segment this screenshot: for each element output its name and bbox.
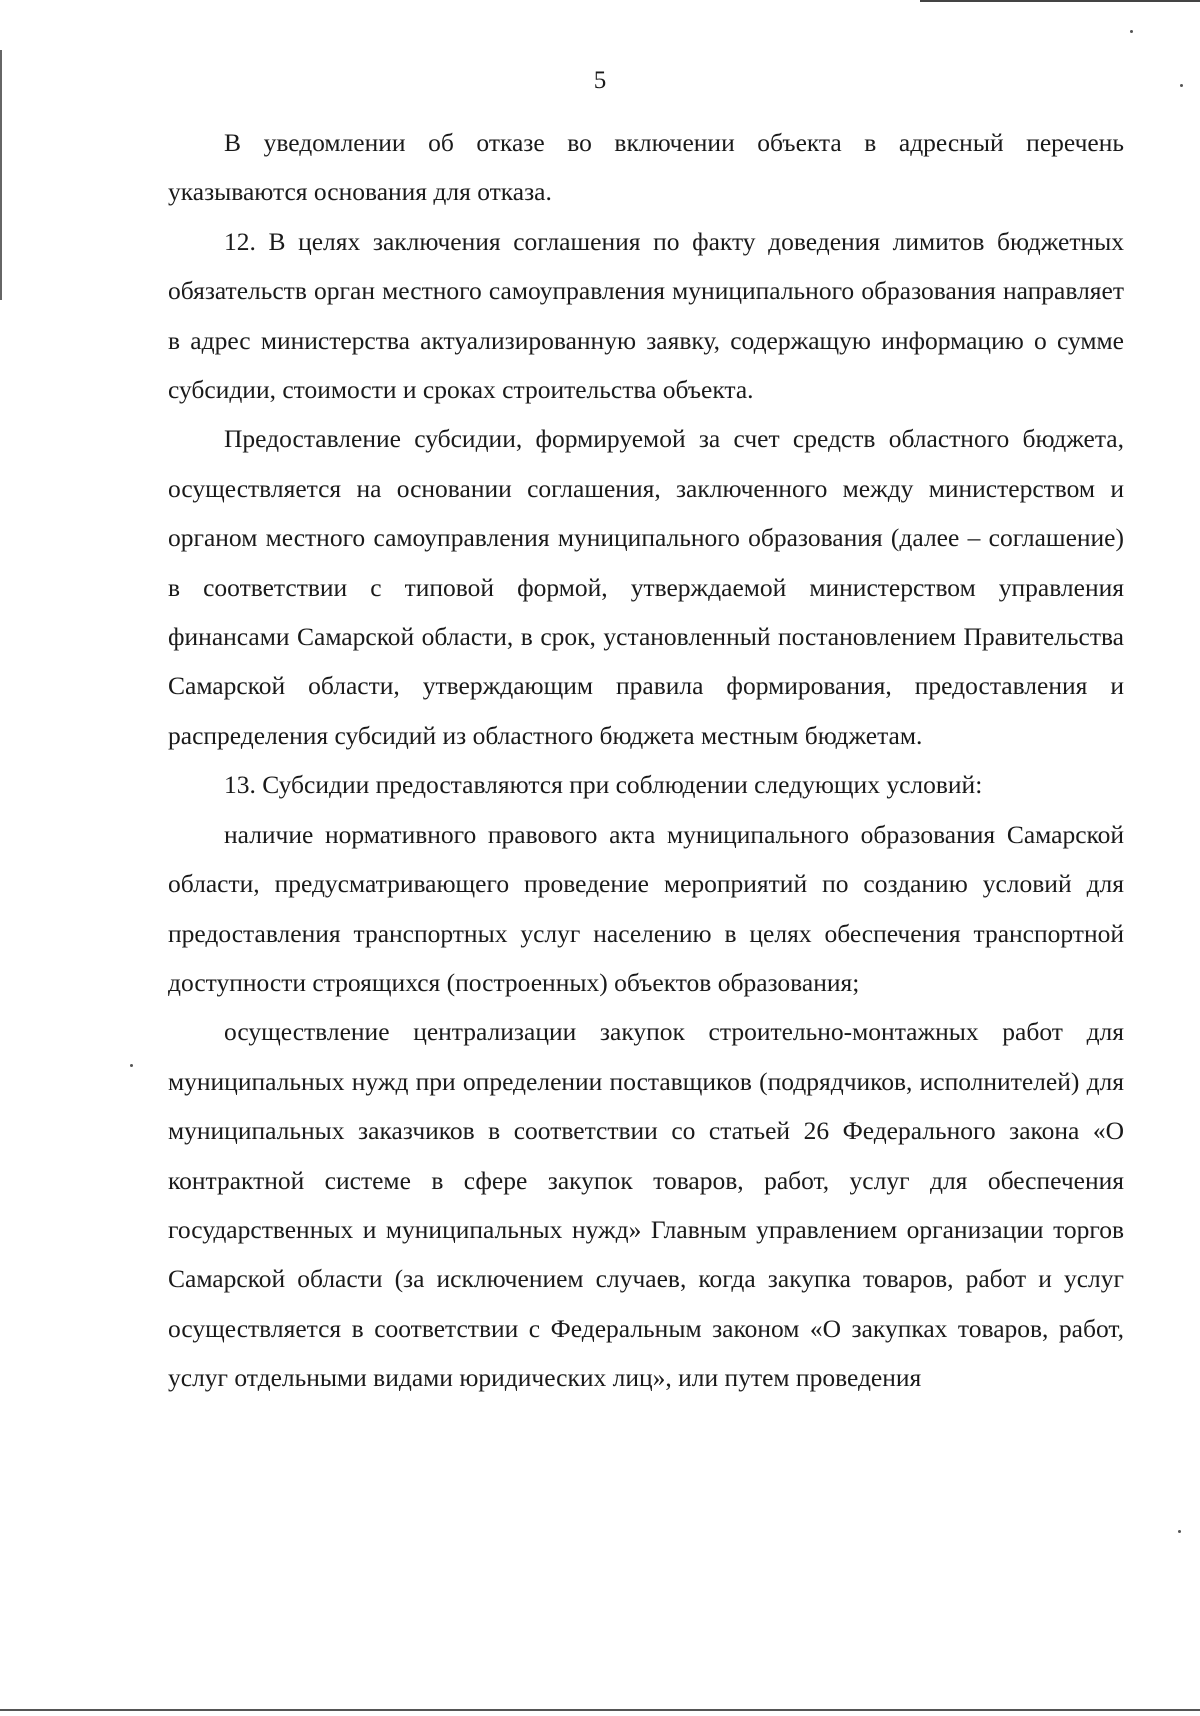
scan-speck <box>130 1064 133 1067</box>
page-number: 5 <box>593 67 607 94</box>
scan-artifact-top-line <box>920 0 1200 2</box>
paragraph-subsidy-provision: Предоставление субсидии, формируемой за счет средств областного бюджета, осуществляется на основании соглашения, заключенного между министерством и органом местного самоуправления муниципального образования (далее – соглашение) в соответствии с типовой формой, утверждаемой министерством управления финансами Самарской области, в срок, установленный постановлением Правительства Самарской области, утверждающим правила формирования, предоставления и распределения субсидий из областного бюджета местным бюджетам. <box>168 424 1124 750</box>
scan-speck <box>1178 1530 1181 1533</box>
paragraph-condition-normative-act: наличие нормативного правового акта муниципального образования Самарской области, предусматривающего проведение мероприятий по созданию условий для предоставления транспортных услуг населению в целях обеспечения транспортной доступности строящихся (построенных) объектов образования; <box>168 819 1124 997</box>
document-body <box>168 118 1124 1403</box>
scan-speck <box>1130 30 1133 33</box>
paragraph-item-12: 12. В целях заключения соглашения по факту доведения лимитов бюджетных обязательств орган местного самоуправления муниципального образования направляет в адрес министерства актуализированную заявку, содержащую информацию о сумме субсидии, стоимости и сроках строительства объекта. <box>168 226 1124 405</box>
paragraph-item-13: 13. Субсидии предоставляются при соблюдении следующих условий: <box>224 770 983 800</box>
paragraph-refusal-grounds: В уведомлении об отказе во включении объекта в адресный перечень указываются основания для отказа. <box>168 128 1124 207</box>
paragraph-condition-centralization: осуществление централизации закупок строительно-монтажных работ для муниципальных нужд при определении поставщиков (подрядчиков, исполнителей) для муниципальных заказчиков в соответствии со статьей 26 Федерального закона «О контрактной системе в сфере закупок товаров, работ, услуг для обеспечения государственных и муниципальных нужд» Главным управлением организации торгов Самарской области (за исключением случаев, когда закупка товаров, работ и услуг осуществляется в соответствии с Федеральным законом «О закупках товаров, работ, услуг отдельными видами юридических лиц», или путем проведения <box>168 1017 1124 1393</box>
scan-artifact-bottom-line <box>0 1709 1200 1711</box>
